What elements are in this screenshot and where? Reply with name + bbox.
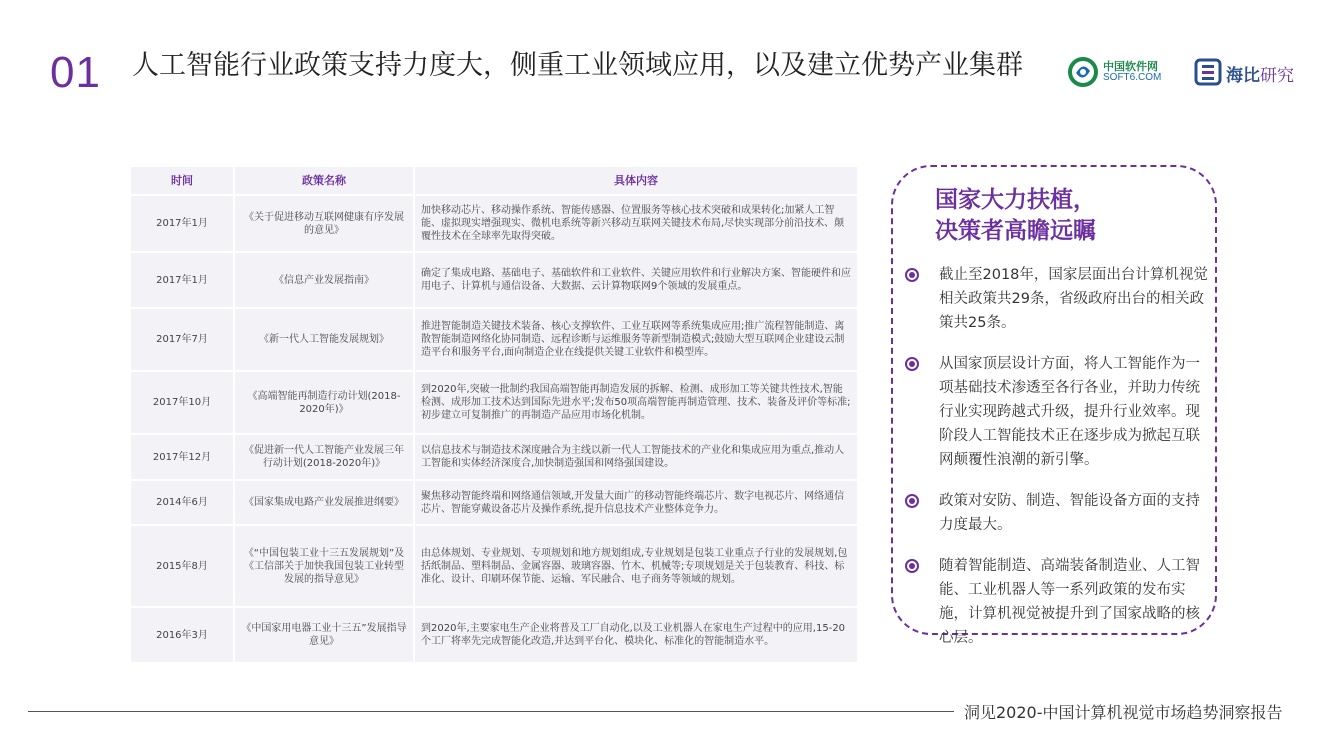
row-time: 2017年12月 — [131, 435, 235, 481]
panel-title-line1: 国家大力扶植， — [935, 187, 1096, 213]
row-content: 聚焦移动智能终端和网络通信领域,开发量大面广的移动智能终端芯片、数字电视芯片、网络通信芯片、智能穿戴设备芯片及操作系统,提升信息技术产业整体竞争力。 — [415, 481, 859, 526]
table-row — [131, 253, 859, 309]
bullet-text: 从国家顶层设计方面，将人工智能作为一项基础技术渗透至各行各业，并助力传统行业实现跨越式升级，提升行业效率。现阶段人工智能技术正在逐步成为掀起互联网颠覆性浪潮的新引擎。 — [939, 356, 1200, 468]
haibi-logo — [1193, 57, 1308, 87]
row-policy-name: 《信息产业发展指南》 — [235, 253, 415, 309]
row-content: 到2020年,突破一批制约我国高端智能再制造发展的拆解、检测、成形加工等关键共性技术,智能检测、成形加工技术达到国际先进水平;发布50项高端智能再制造管理、技术、装备及评价等标准;初步建立可复制推广的再制造产品应用市场化机制。 — [415, 372, 859, 435]
table-row — [131, 372, 859, 435]
row-content: 确定了集成电路、基础电子、基础软件和工业软件、关键应用软件和行业解决方案、智能硬件和应用电子、计算机与通信设备、大数据、云计算物联网9个领域的发展重点。 — [415, 253, 859, 309]
soft6-logo-line2: SOFT6.COM — [1103, 72, 1162, 83]
table-row — [131, 309, 859, 372]
row-policy-name: 《新一代人工智能发展规划》 — [235, 309, 415, 372]
row-policy-name: 《关于促进移动互联网健康有序发展的意见》 — [235, 196, 415, 253]
row-content: 到2020年,主要家电生产企业将普及工厂自动化,以及工业机器人在家电生产过程中的应用,15-20个工厂将率先完成智能化改造,并达到平台化、模块化、标准化的智能制造水平。 — [415, 608, 859, 664]
row-policy-name: 《国家集成电路产业发展推进纲要》 — [235, 481, 415, 526]
row-time: 2017年10月 — [131, 372, 235, 435]
table-row — [131, 526, 859, 608]
bullet-circle-icon — [905, 268, 919, 282]
soft6-logo — [1068, 55, 1168, 89]
bullet-text: 随着智能制造、高端装备制造业、人工智能、工业机器人等一系列政策的发布实施，计算机视觉被提升到了国家战略的核心层。 — [939, 558, 1200, 646]
row-content: 加快移动芯片、移动操作系统、智能传感器、位置服务等核心技术突破和成果转化;加紧人工智能、虚拟现实增强现实、微机电系统等新兴移动互联网关键技术布局,尽快实现部分前沿技术、颠覆性技术在全球率先取得突破。 — [415, 196, 859, 253]
table-header-row — [131, 167, 859, 196]
row-policy-name: 《促进新一代人工智能产业发展三年行动计划(2018-2020年)》 — [235, 435, 415, 481]
row-content: 由总体规划、专业规划、专项规划和地方规划组成,专业规划是包装工业重点子行业的发展规划,包括纸制品、塑料制品、金属容器、玻璃容器、竹木、机械等;专项规划是关于包装教育、科技、标准化、设计、印刷环保节能、运输、军民融合、电子商务等领域的规划。 — [415, 526, 859, 608]
bullet-circle-icon — [905, 357, 919, 371]
row-time: 2017年1月 — [131, 253, 235, 309]
table-row — [131, 196, 859, 253]
table-row — [131, 481, 859, 526]
soft6-logo-icon — [1068, 57, 1098, 87]
footer-report-title: 洞见2020-中国计算机视觉市场趋势洞察报告 — [964, 703, 1283, 722]
bullet-text: 政策对安防、制造、智能设备方面的支持力度最大。 — [939, 493, 1200, 533]
row-policy-name: 《中国家用电器工业十三五”发展指导意见》 — [235, 608, 415, 664]
table-row — [131, 435, 859, 481]
header-time: 时间 — [131, 167, 235, 196]
policy-table — [131, 167, 859, 664]
panel-title-line2: 决策者高瞻远瞩 — [935, 218, 1096, 244]
row-time: 2017年7月 — [131, 309, 235, 372]
section-number: 01 — [50, 48, 101, 97]
row-content: 推进智能制造关键技术装备、核心支撑软件、工业互联网等系统集成应用;推广流程智能制造、离散智能制造网络化协同制造、远程诊断与运维服务等新型制造模式;鼓励大型互联网企业建设云制造平台和服务平台,面向制造企业在线提供关键工业软件和模型库。 — [415, 309, 859, 372]
row-time: 2016年3月 — [131, 608, 235, 664]
bullet-circle-icon — [905, 559, 919, 573]
bullet-circle-icon — [905, 494, 919, 508]
haibi-logo-text-1: 海比 — [1226, 66, 1260, 86]
page-title: 人工智能行业政策支持力度大，侧重工业领域应用，以及建立优势产业集群 — [132, 50, 1023, 81]
header-policy-name: 政策名称 — [235, 167, 415, 196]
header-content: 具体内容 — [415, 167, 859, 196]
haibi-logo-icon — [1193, 57, 1223, 87]
row-policy-name: 《高端智能再制造行动计划(2018-2020年)》 — [235, 372, 415, 435]
soft6-logo-line1: 中国软件网 — [1103, 60, 1158, 73]
haibi-logo-text-2: 研究 — [1260, 66, 1294, 86]
row-time: 2014年6月 — [131, 481, 235, 526]
row-content: 以信息技术与制造技术深度融合为主线以新一代人工智能技术的产业化和集成应用为重点,推动人工智能和实体经济深度合,加快制造强国和网络强国建设。 — [415, 435, 859, 481]
panel-title — [935, 185, 1175, 247]
table-row — [131, 608, 859, 664]
row-time: 2015年8月 — [131, 526, 235, 608]
bullet-text: 截止至2018年，国家层面出台计算机视觉相关政策共29条，省级政府出台的相关政策共25条。 — [939, 267, 1208, 331]
row-policy-name: 《“中国包装工业十三五发展规划”及《工信部关于加快我国包装工业转型发展的指导意见》 — [235, 526, 415, 608]
row-time: 2017年1月 — [131, 196, 235, 253]
footer-divider — [28, 711, 954, 712]
